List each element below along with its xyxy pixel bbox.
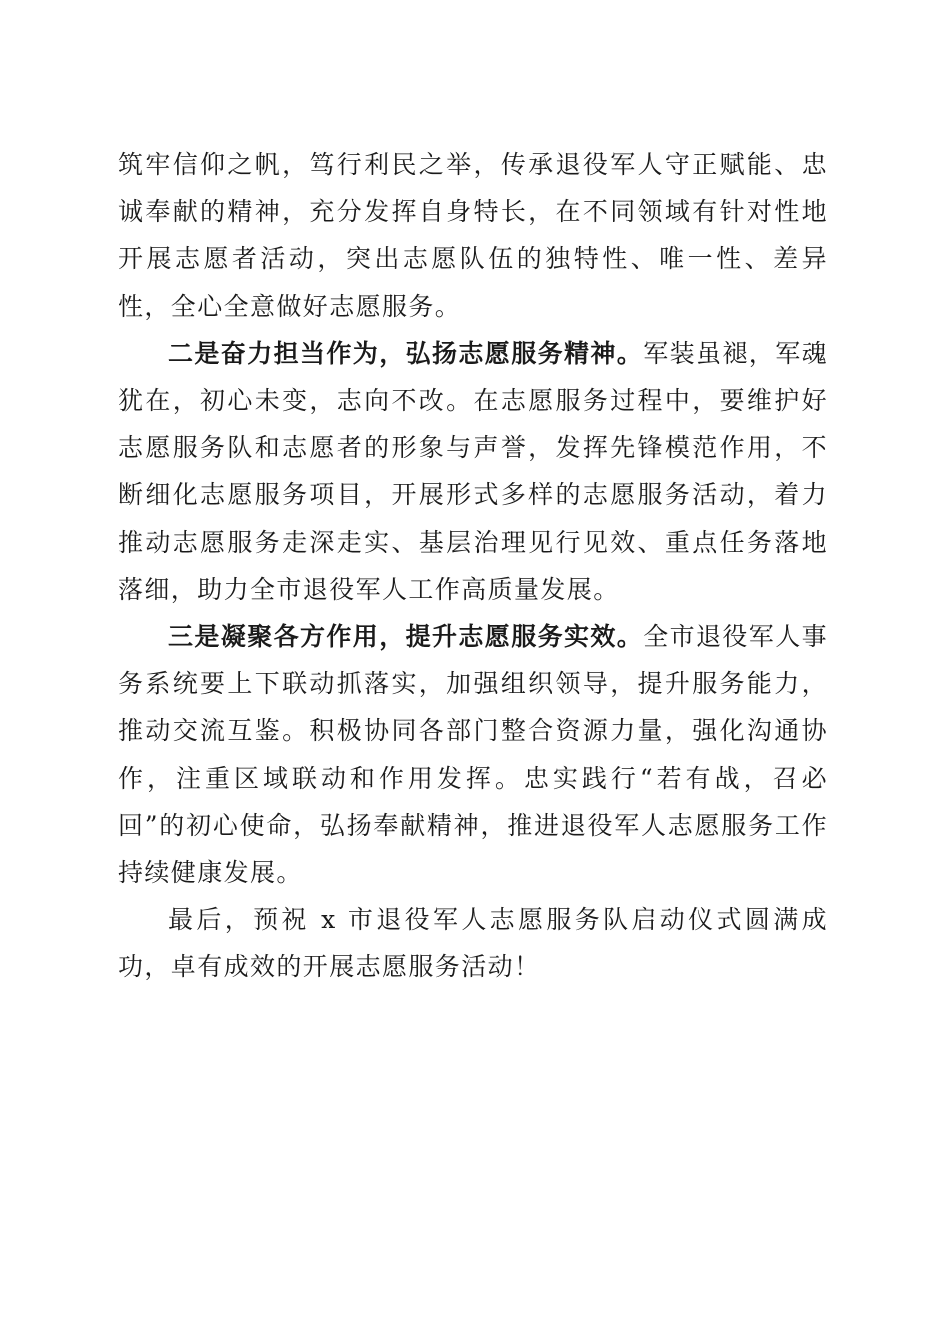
paragraph-closing <box>118 896 828 990</box>
paragraph-heading: 二是奋力担当作为，弘扬志愿服务精神。 <box>168 338 644 368</box>
paragraph-second-point <box>118 330 828 613</box>
paragraph-text: 最后，预祝 x 市退役军人志愿服务队启动仪式圆满成功，卓有成效的开展志愿服务活动！ <box>118 905 828 982</box>
paragraph-continuation <box>118 141 828 330</box>
paragraph-third-point <box>118 613 828 896</box>
paragraph-text: 军装虽褪，军魂犹在，初心未变，志向不改。在志愿服务过程中，要维护好志愿服务队和志愿者的形象与声誉，发挥先锋模范作用，不断细化志愿服务项目，开展形式多样的志愿服务活动，着力推动志愿服务走深走实、基层治理见行见效、重点任务落地落细，助力全市退役军人工作高质量发展。 <box>118 338 829 604</box>
paragraph-heading: 三是凝聚各方作用，提升志愿服务实效。 <box>168 622 644 652</box>
paragraph-text: 全市退役军人事务系统要上下联动抓落实，加强组织领导，提升服务能力，推动交流互鉴。积极协同各部门整合资源力量，强化沟通协作，注重区域联动和作用发挥。忠实践行“若有战，召必回”的初心使命，弘扬奉献精神，推进退役军人志愿服务工作持续健康发展。 <box>118 622 829 888</box>
paragraph-text: 筑牢信仰之帆，笃行利民之举，传承退役军人守正赋能、忠诚奉献的精神，充分发挥自身特长，在不同领域有针对性地开展志愿者活动，突出志愿队伍的独特性、唯一性、差异性，全心全意做好志愿服务。 <box>118 150 828 321</box>
document-body <box>118 141 828 991</box>
